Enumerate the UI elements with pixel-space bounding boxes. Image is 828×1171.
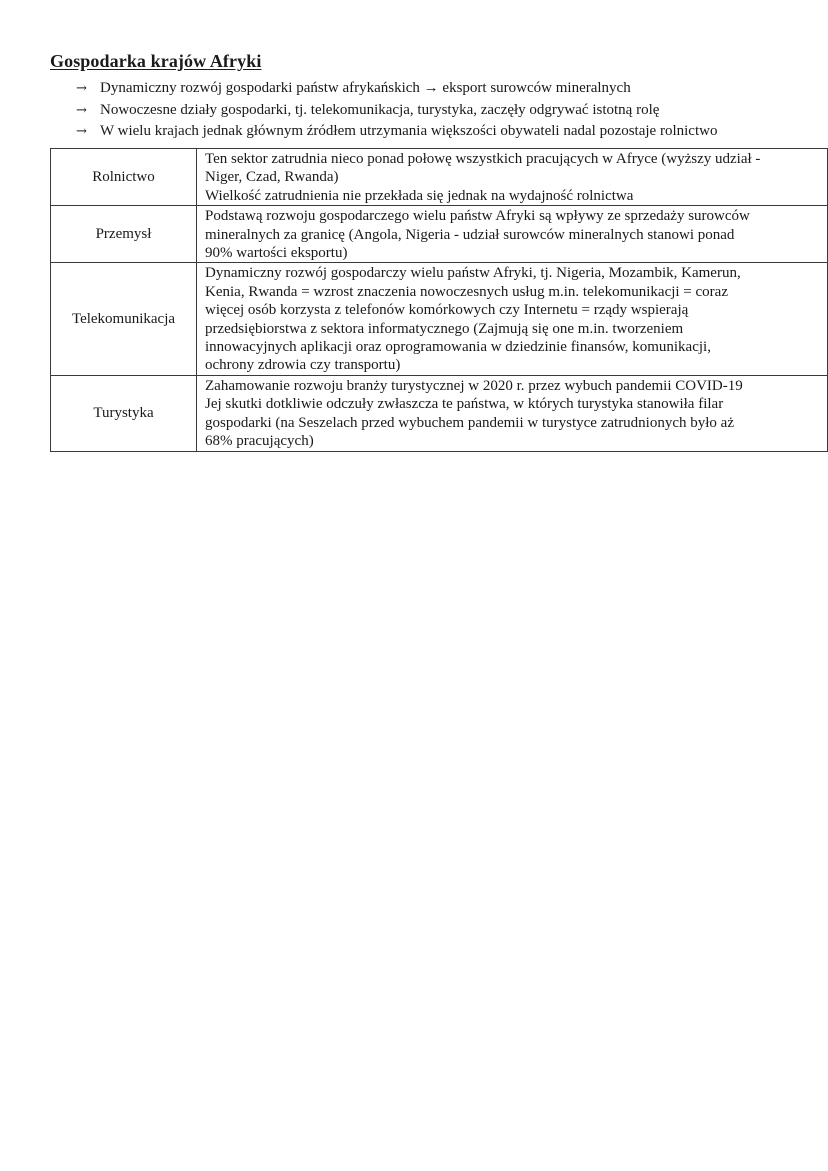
table-row xyxy=(51,375,828,451)
table-row xyxy=(51,263,828,375)
description-line: gospodarki (na Seszelach przed wybuchem pandemii w turystyce zatrudnionych było aż xyxy=(205,414,734,431)
description-line: Dynamiczny rozwój gospodarczy wielu państw Afryki, tj. Nigeria, Mozambik, Kamerun, xyxy=(205,265,741,282)
bullet-list xyxy=(76,78,717,143)
sector-description xyxy=(197,263,828,375)
description-line: mineralnych za granicę (Angola, Nigeria - udział surowców mineralnych stanowi ponad xyxy=(205,226,735,243)
sector-description xyxy=(197,206,828,263)
description-line: więcej osób korzysta z telefonów komórkowych czy Internetu = rządy wspierają xyxy=(205,302,689,319)
sectors-table xyxy=(50,148,828,452)
bullet-text: Nowoczesne działy gospodarki, tj. telekomunikacja, turystyka, zaczęły odgrywać istotną rolę xyxy=(100,101,660,118)
sector-label: Turystyka xyxy=(51,375,197,451)
table-row xyxy=(51,206,828,263)
description-line: ochrony zdrowia czy transportu) xyxy=(205,357,401,374)
description-line: 68% pracujących) xyxy=(205,433,314,450)
right-arrow-icon: → xyxy=(76,102,87,118)
description-line: 90% wartości eksportu) xyxy=(205,245,348,262)
right-arrow-icon: → xyxy=(76,124,87,139)
bullet-item xyxy=(76,78,717,100)
right-arrow-icon: → xyxy=(76,81,87,96)
description-line: Ten sektor zatrudnia nieco ponad połowę wszystkich pracujących w Afryce (wyższy udział - xyxy=(205,151,761,167)
bullet-item xyxy=(76,100,717,122)
table-row xyxy=(51,149,828,206)
sector-label: Rolnictwo xyxy=(51,149,197,206)
description-line: innowacyjnych aplikacji oraz oprogramowania w dziedzinie finansów, komunikacji, xyxy=(205,339,711,356)
sectors-table-container xyxy=(50,148,828,452)
description-line: Jej skutki dotkliwie odczuły zwłaszcza te państwa, w których turystyka stanowiła filar xyxy=(205,396,724,413)
description-line: Zahamowanie rozwoju branży turystycznej w 2020 r. przez wybuch pandemii COVID-19 xyxy=(205,377,743,394)
bullet-text: Dynamiczny rozwój gospodarki państw afrykańskich → eksport surowców mineralnych xyxy=(100,80,631,96)
description-line: Podstawą rozwoju gospodarczego wielu państw Afryki są wpływy ze sprzedaży surowców xyxy=(205,208,750,225)
sector-description xyxy=(197,149,828,206)
bullet-item xyxy=(76,121,717,143)
sector-description xyxy=(197,375,828,451)
description-line: Kenia, Rwanda = wzrost znaczenia nowoczesnych usług m.in. telekomunikacji = coraz xyxy=(205,283,728,300)
description-line: przedsiębiorstwa z sektora informatycznego (Zajmują się one m.in. tworzeniem xyxy=(205,320,684,337)
bullet-text: W wielu krajach jednak głównym źródłem utrzymania większości obywateli nadal pozostaje rolnictwo xyxy=(100,123,718,139)
description-line: Wielkość zatrudnienia nie przekłada się jednak na wydajność rolnictwa xyxy=(205,187,634,204)
document-title: Gospodarka krajów Afryki xyxy=(50,51,262,71)
sector-label: Przemysł xyxy=(51,206,197,263)
description-line: Niger, Czad, Rwanda) xyxy=(205,169,339,186)
sector-label: Telekomunikacja xyxy=(51,263,197,375)
